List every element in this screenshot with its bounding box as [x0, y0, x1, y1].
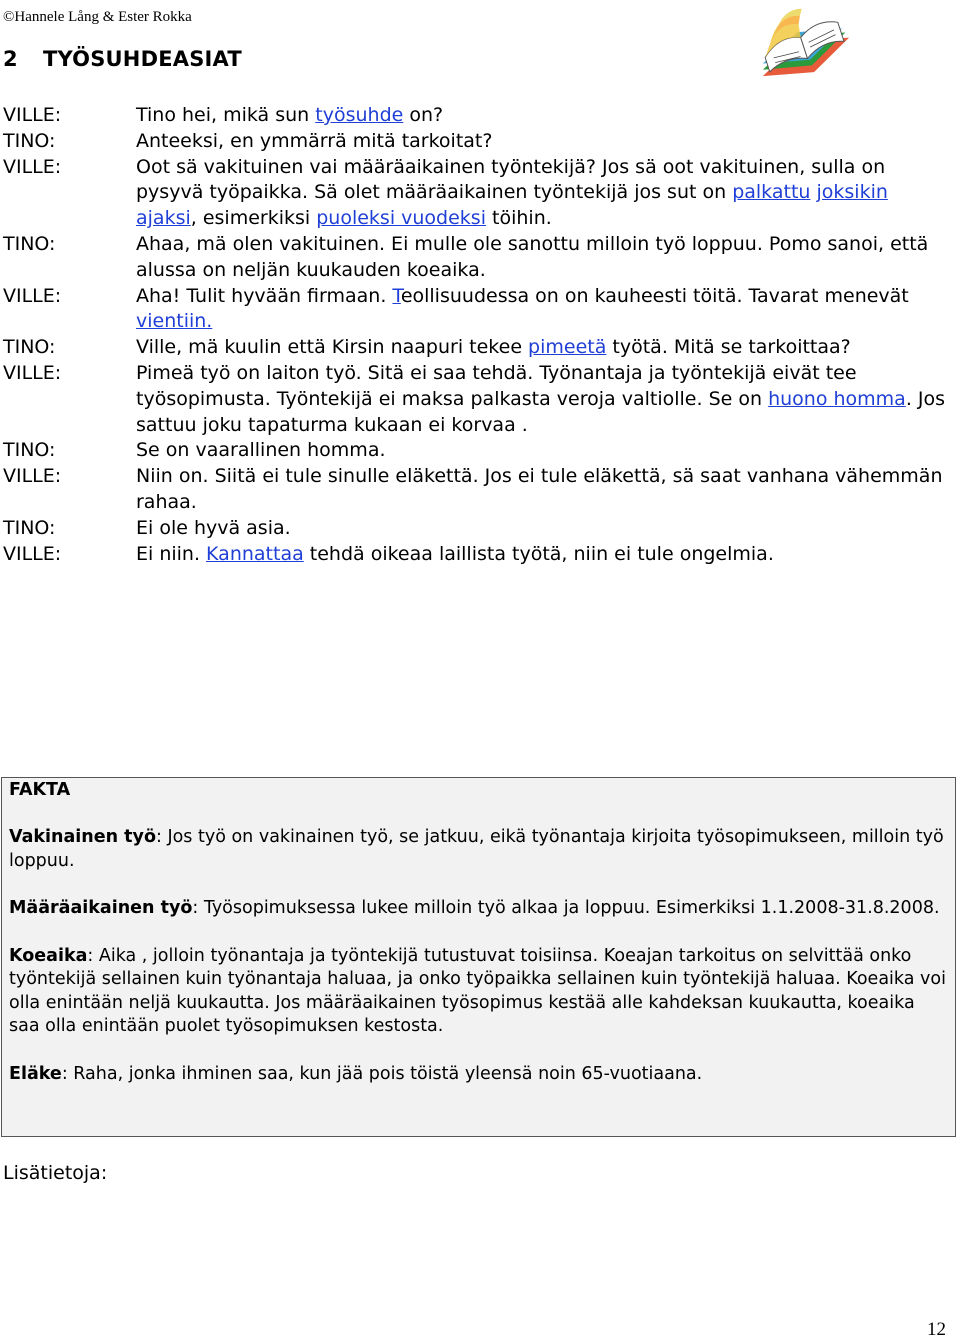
vocabulary-link[interactable]: puoleksi vuodeksi — [316, 207, 486, 230]
vocabulary-link[interactable]: työsuhde — [315, 104, 404, 126]
utterance — [136, 464, 953, 516]
dialogue-turn — [3, 361, 953, 438]
utterance-text: Se on vaarallinen homma. — [136, 439, 386, 462]
section-number: 2 — [3, 47, 18, 71]
dialogue-turn — [3, 284, 953, 336]
section-title: TYÖSUHDEASIAT — [43, 47, 242, 71]
vocabulary-link[interactable]: palkattu — [732, 181, 811, 204]
dialogue-turn — [3, 129, 953, 155]
dialogue-turn — [3, 335, 953, 361]
vocabulary-link[interactable]: vientiin. — [136, 310, 213, 333]
utterance — [136, 155, 953, 232]
copyright-notice: ©Hannele Lång & Ester Rokka — [3, 9, 192, 25]
utterance — [136, 361, 953, 438]
dialogue-turn — [3, 155, 953, 232]
utterance-text: Ahaa, mä olen vakituinen. Ei mulle ole sanottu milloin työ loppuu. Pomo sanoi, että alussa on neljän kuukauden koeaika. — [136, 232, 929, 281]
utterance-text: . Jos sattuu joku tapaturma kukaan ei korvaa . — [136, 387, 946, 436]
utterance-text: töihin. — [485, 207, 552, 230]
utterance-text: Ei ole hyvä asia. — [136, 516, 291, 539]
speaker-label: VILLE: — [3, 465, 62, 488]
utterance-text: tehdä oikeaa laillista työtä, niin ei tule ongelmia. — [303, 542, 774, 565]
utterance-text: on? — [403, 104, 444, 126]
speaker-label: VILLE: — [3, 155, 62, 178]
utterance — [136, 516, 953, 542]
definition-term: Eläke — [9, 1063, 62, 1084]
utterance — [136, 284, 953, 336]
fact-definition — [9, 826, 949, 873]
utterance-text: eollisuudessa on on kauheesti töitä. Tavarat menevät — [400, 284, 909, 307]
utterance-text: työtä. Mitä se tarkoittaa? — [606, 336, 851, 359]
dialogue — [3, 103, 953, 567]
fact-box-title: FAKTA — [9, 780, 71, 800]
utterance-text: Oot sä vakituinen vai määräaikainen työntekijä? Jos sä oot vakituinen, sulla on pysyvä työpaikka. Sä olet määräaikainen työntekijä jos sut on — [136, 155, 886, 204]
vocabulary-link[interactable]: T — [392, 284, 401, 307]
utterance-text: Aha! Tulit hyvään firmaan. — [136, 284, 393, 307]
fact-definition — [9, 897, 949, 921]
utterance — [136, 542, 953, 568]
utterance — [136, 335, 953, 361]
fact-definition — [9, 1063, 949, 1087]
definition-text: : Raha, jonka ihminen saa, kun jää pois töistä yleensä noin 65-vuotiaana. — [61, 1063, 703, 1084]
definition-text: : Aika , jolloin työnantaja ja työntekijä tutustuvat toisiinsa. Koeajan tarkoitus on selvittää onko työntekijä sellainen kuin työnantaja haluaa, ja onko työpaikka sellainen kuin työntekijä haluaa. Koeaika voi olla enintään neljä kuukautta. Jos määräaikainen työsopimus kestää alle kahdeksan kuukautta, koeaika saa olla enintään puolet työsopimuksen kestosta. — [9, 945, 946, 1036]
utterance-text: Anteeksi, en ymmärrä mitä tarkoitat? — [136, 129, 493, 152]
speaker-label: TINO: — [3, 129, 56, 152]
utterance-text: Tino hei, mikä sun — [136, 104, 316, 126]
utterance-text: Ei niin. — [136, 542, 207, 565]
open-book-icon — [748, 4, 862, 100]
utterance-text: , esimerkiksi — [190, 207, 317, 230]
speaker-label: VILLE: — [3, 542, 62, 565]
page-number: 12 — [927, 1319, 946, 1340]
dialogue-turn — [3, 103, 953, 129]
fact-box — [1, 777, 956, 1137]
more-info-label: Lisätietoja: — [3, 1162, 108, 1184]
utterance-text: Pimeä työ on laiton työ. Sitä ei saa tehdä. Työnantaja ja työntekijä eivät tee työsopimusta. Työntekijä ei maksa palkasta veroja valtiolle. Se on — [136, 361, 857, 410]
utterance — [136, 103, 953, 129]
vocabulary-link[interactable]: Kannattaa — [206, 542, 304, 565]
speaker-label: VILLE: — [3, 104, 62, 126]
definition-text: : Työsopimuksessa lukee milloin työ alkaa ja loppuu. Esimerkiksi 1.1.2008-31.8.2008. — [192, 898, 940, 918]
vocabulary-link[interactable]: huono homma — [768, 387, 906, 410]
definition-term: Koeaika — [9, 945, 88, 966]
fact-definitions — [9, 826, 949, 1086]
speaker-label: VILLE: — [3, 284, 62, 307]
speaker-label: TINO: — [3, 336, 56, 359]
dialogue-turn — [3, 542, 953, 568]
utterance — [136, 129, 953, 155]
definition-term: Vakinainen työ — [9, 827, 156, 847]
speaker-label: TINO: — [3, 516, 56, 539]
utterance-text: Ville, mä kuulin että Kirsin naapuri tekee — [136, 336, 529, 359]
speaker-label: TINO: — [3, 232, 56, 255]
speaker-label: VILLE: — [3, 361, 62, 384]
dialogue-turn — [3, 464, 953, 516]
vocabulary-link[interactable]: pimeetä — [528, 336, 607, 359]
utterance — [136, 232, 953, 284]
dialogue-turn — [3, 232, 953, 284]
utterance-text: Niin on. Siitä ei tule sinulle eläkettä. Jos ei tule eläkettä, sä saat vanhana vähemmän rahaa. — [136, 465, 943, 513]
definition-term: Määräaikainen työ — [9, 898, 193, 918]
vocabulary-link[interactable]: joksikin ajaksi — [136, 181, 888, 230]
section-heading — [3, 47, 242, 71]
fact-definition — [9, 945, 949, 1039]
utterance — [136, 438, 953, 464]
speaker-label: TINO: — [3, 439, 56, 462]
definition-text: : Jos työ on vakinainen työ, se jatkuu, eikä työnantaja kirjoita työsopimukseen, milloin työ loppuu. — [9, 827, 944, 871]
dialogue-turn — [3, 516, 953, 542]
dialogue-turn — [3, 438, 953, 464]
